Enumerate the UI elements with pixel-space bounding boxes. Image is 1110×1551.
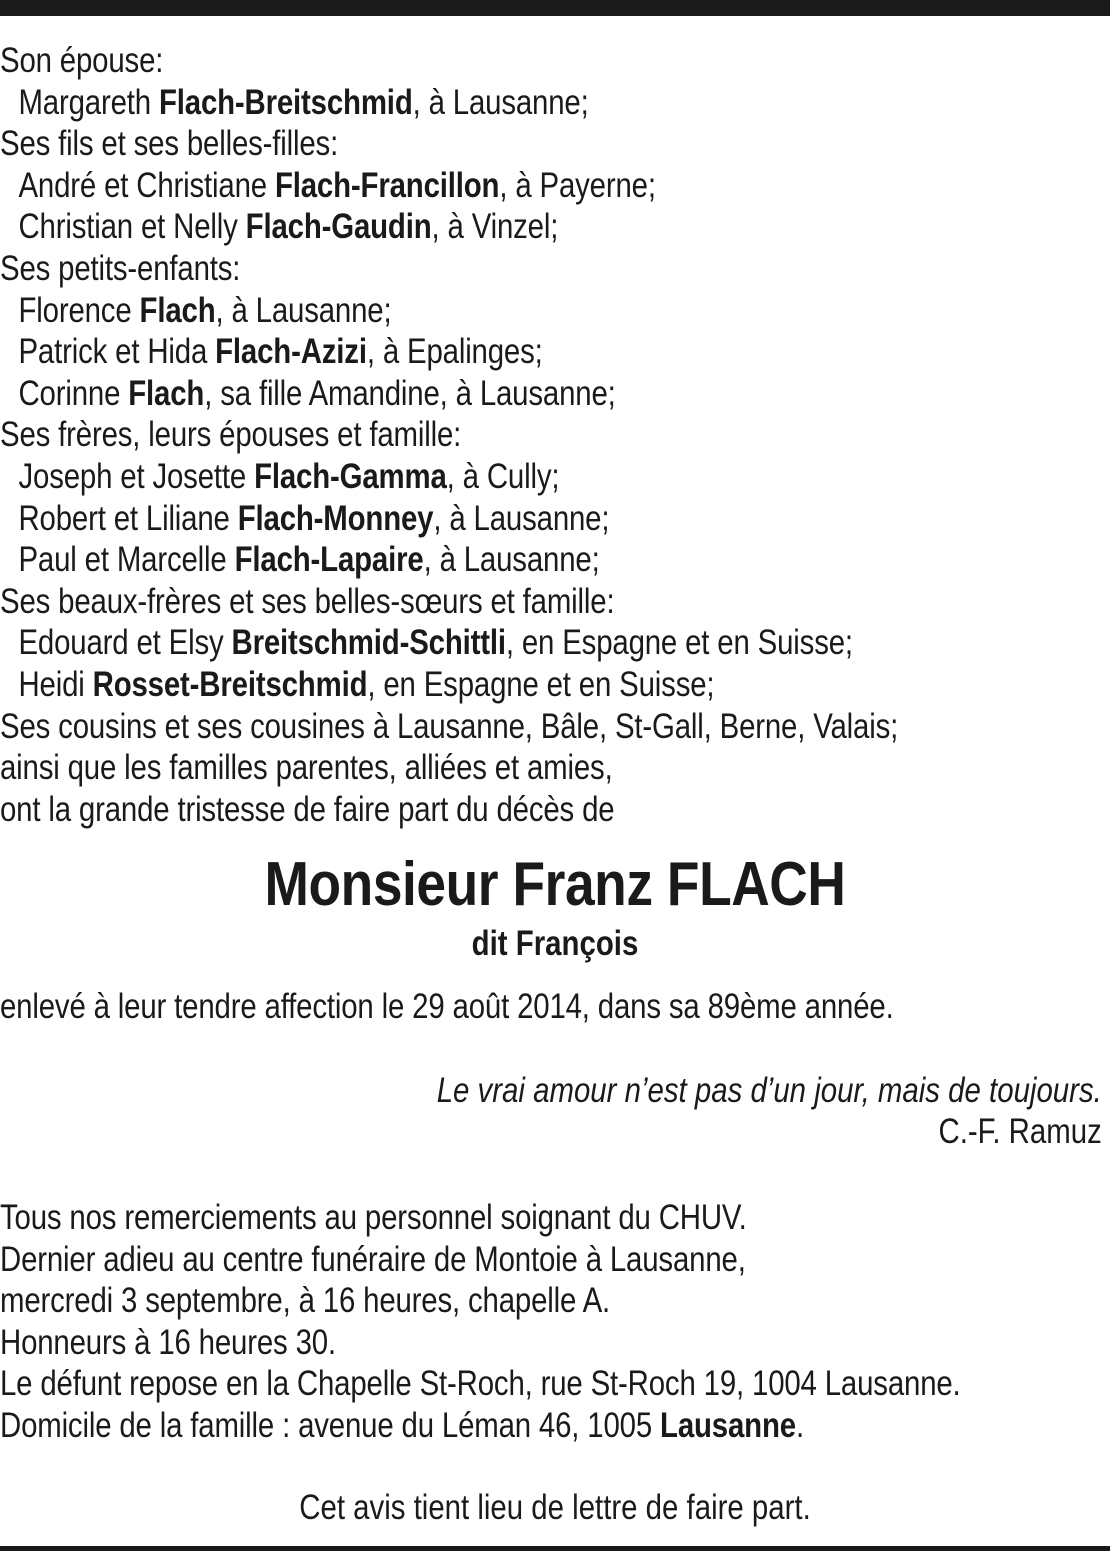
family-heading: Ses petits-enfants: [0, 248, 241, 288]
family-member: Corinne Flach, sa fille Amandine, à Lausanne; [18, 373, 616, 413]
closing-block [0, 1487, 1110, 1528]
top-rule [0, 0, 1110, 16]
deceased-nickname: dit François [471, 924, 639, 963]
family-member: Patrick et Hida Flach-Azizi, à Epalinges; [18, 332, 543, 372]
family-member: Paul et Marcelle Flach-Lapaire, à Lausanne; [18, 540, 600, 580]
family-heading: ainsi que les familles parentes, alliées et amies, [0, 748, 613, 788]
deceased-name: Monsieur Franz FLACH [264, 850, 846, 919]
info-line: Tous nos remerciements au personnel soignant du CHUV. [0, 1198, 747, 1237]
family-member: Christian et Nelly Flach-Gaudin, à Vinzel; [18, 207, 559, 247]
family-surname: Flach [139, 290, 216, 330]
family-surname: Flach-Gaudin [245, 207, 432, 247]
family-heading: Ses frères, leurs épouses et famille: [0, 415, 462, 455]
family-member: André et Christiane Flach-Francillon, à Payerne; [18, 165, 656, 205]
family-surname: Flach-Gamma [254, 456, 447, 496]
family-heading: Ses fils et ses belles-filles: [0, 124, 339, 164]
family-member: Edouard et Elsy Breitschmid-Schittli, en Espagne et en Suisse; [18, 623, 853, 663]
quote-text: Le vrai amour n’est pas d’un jour, mais de toujours. [436, 1071, 1102, 1110]
deceased-block [0, 852, 1110, 964]
family-member: Robert et Liliane Flach-Monney, à Lausanne; [18, 498, 610, 538]
family-surname: Flach-Lapaire [234, 540, 424, 580]
ceremony-info [0, 1197, 1110, 1447]
info-line: Dernier adieu au centre funéraire de Montoie à Lausanne, [0, 1239, 746, 1279]
family-surname: Flach-Azizi [215, 332, 367, 372]
quote-author: C.-F. Ramuz [938, 1112, 1102, 1151]
info-line-address: Domicile de la famille : avenue du Léman 46, 1005 Lausanne. [0, 1405, 804, 1445]
family-surname: Rosset-Breitschmid [92, 664, 368, 704]
info-line: Honneurs à 16 heures 30. [0, 1322, 336, 1362]
family-surname: Flach-Breitschmid [158, 82, 413, 122]
quote-block [310, 1070, 1102, 1152]
family-heading: Son épouse: [0, 41, 164, 80]
announcement-line: ont la grande tristesse de faire part du décès de [0, 789, 615, 829]
family-surname: Flach [128, 373, 205, 413]
death-date-line: enlevé à leur tendre affection le 29 août 2014, dans sa 89ème année. [0, 987, 894, 1026]
family-member: Heidi Rosset-Breitschmid, en Espagne et en Suisse; [18, 664, 715, 704]
address-city: Lausanne [660, 1405, 796, 1445]
bottom-rule [0, 1546, 1110, 1551]
family-surname: Flach-Francillon [274, 165, 500, 205]
info-line: Le défunt repose en la Chapelle St-Roch, rue St-Roch 19, 1004 Lausanne. [0, 1364, 961, 1404]
info-line: mercredi 3 septembre, à 16 heures, chapelle A. [0, 1281, 611, 1321]
closing-note: Cet avis tient lieu de lettre de faire part. [299, 1488, 811, 1527]
family-surname: Breitschmid-Schittli [231, 623, 506, 663]
family-member: Margareth Flach-Breitschmid, à Lausanne; [18, 82, 589, 122]
family-list [0, 40, 1110, 830]
family-heading: Ses cousins et ses cousines à Lausanne, Bâle, St-Gall, Berne, Valais; [0, 706, 899, 746]
family-member: Florence Flach, à Lausanne; [18, 290, 392, 330]
family-heading: Ses beaux-frères et ses belles-sœurs et famille: [0, 581, 615, 621]
family-member: Joseph et Josette Flach-Gamma, à Cully; [18, 456, 560, 496]
family-surname: Flach-Monney [237, 498, 434, 538]
